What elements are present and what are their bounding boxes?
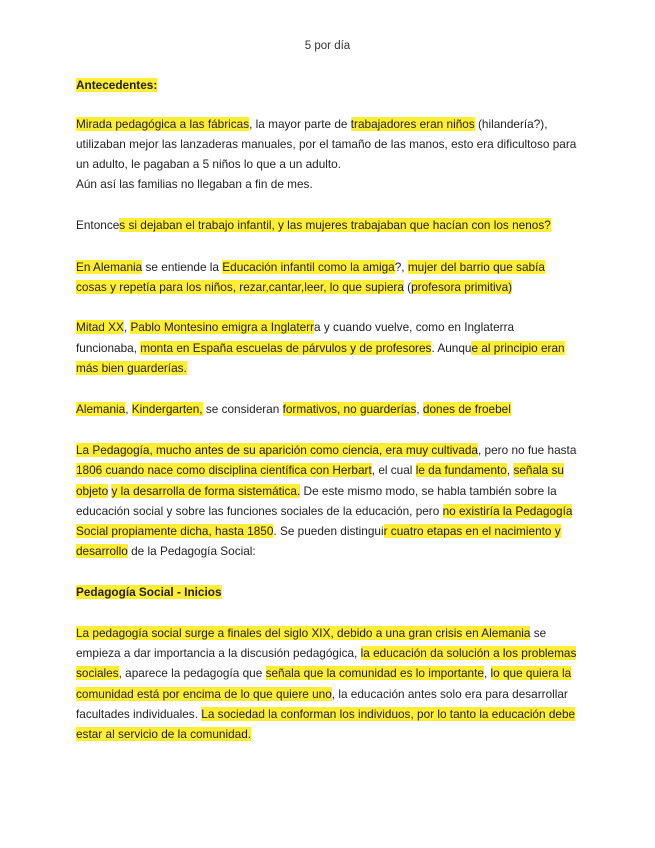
text-line xyxy=(76,260,545,274)
text-line xyxy=(76,687,568,701)
text-line xyxy=(76,280,512,294)
text-segment: De este mismo modo, se habla también sobre la xyxy=(300,484,557,498)
text-segment: ( xyxy=(403,280,412,294)
text-line xyxy=(76,341,565,355)
text-segment: , xyxy=(483,666,491,680)
text-segment: funcionaba, xyxy=(76,341,141,355)
highlighted-text: señala que la comunidad es lo importante xyxy=(265,666,484,680)
highlighted-text: señala su xyxy=(513,463,564,477)
text-segment: , xyxy=(123,320,131,334)
text-segment: (hilandería?), xyxy=(474,117,548,131)
highlighted-text: monta en España escuelas de párvulos y de profesores xyxy=(140,341,432,355)
text-segment: , aparece la pedagogía que xyxy=(118,666,266,680)
highlighted-text: Pablo Montesino emigra a Inglaterr xyxy=(130,320,315,334)
text-segment: , la educación antes solo era para desarrollar xyxy=(331,687,568,701)
text-segment: , la mayor parte de xyxy=(249,117,351,131)
text-line xyxy=(76,544,256,558)
text-segment: facultades individuales. xyxy=(76,707,202,721)
highlighted-text: Pedagogía Social - Inicios xyxy=(76,585,222,599)
highlighted-text: La Pedagogía, mucho antes de su aparición como ciencia, era muy cultivada xyxy=(76,443,478,457)
highlighted-text: lo que quiera la xyxy=(490,666,572,680)
text-segment: se entiende la xyxy=(142,260,223,274)
text-line xyxy=(76,646,576,660)
highlighted-text: profesora primitiva) xyxy=(411,280,513,294)
text-line xyxy=(76,78,157,92)
text-segment: a y cuando vuelve, como en Inglaterra xyxy=(314,320,515,334)
text-segment: ?, xyxy=(394,260,408,274)
text-segment: , xyxy=(416,402,423,416)
highlighted-text: mujer del barrio que sabía xyxy=(407,260,545,274)
highlighted-text: 1806 cuando nace como disciplina científica con Herbart xyxy=(76,463,372,477)
highlighted-text: no existiría la Pedagogía xyxy=(442,504,573,518)
text-line xyxy=(76,463,564,477)
text-line xyxy=(76,402,511,416)
text-line xyxy=(76,585,222,599)
text-segment: educación social y sobre las funciones sociales de la educación, pero xyxy=(76,504,443,518)
text-line xyxy=(76,626,546,640)
highlighted-text: Mirada pedagógica a las fábricas xyxy=(76,117,250,131)
highlighted-text: e al principio eran xyxy=(471,341,565,355)
highlighted-text: y la desarrolla de forma sistemática. xyxy=(111,484,301,498)
highlighted-text: cosas y repetía para los niños, rezar,cantar,leer, lo que supiera xyxy=(76,280,404,294)
text-line xyxy=(76,117,548,131)
text-line xyxy=(76,666,571,680)
text-line xyxy=(76,504,572,518)
highlighted-text: la educación da solución a los problemas xyxy=(360,646,577,660)
highlighted-text: trabajadores eran niños xyxy=(350,117,475,131)
text-segment: empieza a dar importancia a la discusión pedagógica, xyxy=(76,646,361,660)
page-header-note: 5 por día xyxy=(304,40,351,52)
highlighted-text: Kindergarten, xyxy=(131,402,203,416)
text-segment: un adulto, le pagaban a 5 niños lo que a un adulto. xyxy=(76,157,341,171)
highlighted-text: desarrollo xyxy=(76,544,128,558)
highlighted-text: dones de froebel xyxy=(422,402,511,416)
highlighted-text: Mitad XX xyxy=(76,320,124,334)
highlighted-text: La sociedad la conforman los individuos, por lo tanto la educación debe xyxy=(201,707,576,721)
highlighted-text: comunidad está por encima de lo que quiere uno xyxy=(76,687,332,701)
highlighted-text: objeto xyxy=(76,484,109,498)
text-line xyxy=(76,157,341,171)
text-line xyxy=(76,727,251,741)
text-segment: . Se pueden distingui xyxy=(273,524,384,538)
text-line xyxy=(76,320,514,334)
text-line xyxy=(76,707,575,721)
text-segment: utilizaban mejor las lanzaderas manuales, por el tamaño de las manos, esto era dificultoso para xyxy=(76,137,577,151)
highlighted-text: La pedagogía social surge a finales del siglo XIX, debido a una gran crisis en Alemania xyxy=(76,626,531,640)
text-segment: , pero no fue hasta xyxy=(478,443,577,457)
highlighted-text: más bien guarderías. xyxy=(76,361,187,375)
text-segment: . Aunqu xyxy=(431,341,472,355)
highlighted-text: le da fundamento xyxy=(415,463,507,477)
text-segment: de la Pedagogía Social: xyxy=(127,544,256,558)
highlighted-text: Antecedentes: xyxy=(76,78,158,92)
text-segment: Aún así las familias no llegaban a fin de mes. xyxy=(76,177,313,191)
text-line xyxy=(76,524,561,538)
text-line xyxy=(76,177,313,191)
highlighted-text: formativos, no guarderías xyxy=(282,402,417,416)
text-segment: se xyxy=(530,626,547,640)
highlighted-text: Alemania xyxy=(76,402,126,416)
text-segment: , el cual xyxy=(371,463,416,477)
text-line xyxy=(76,484,557,498)
text-segment: Entonce xyxy=(76,218,120,232)
text-line xyxy=(76,137,576,151)
highlighted-text: r cuatro etapas en el nacimiento y xyxy=(383,524,561,538)
text-line xyxy=(76,218,551,232)
highlighted-text: s si dejaban el trabajo infantil, y las mujeres trabajaban que hacían con los nenos? xyxy=(119,218,551,232)
text-line xyxy=(76,443,576,457)
highlighted-text: Social propiamente dicha, hasta 1850 xyxy=(76,524,274,538)
highlighted-text: Educación infantil como la amiga xyxy=(222,260,395,274)
highlighted-text: En Alemania xyxy=(76,260,143,274)
text-segment: , xyxy=(506,463,514,477)
text-segment: , xyxy=(125,402,132,416)
text-line xyxy=(76,361,187,375)
text-segment: se consideran xyxy=(202,402,283,416)
highlighted-text: estar al servicio de la comunidad. xyxy=(76,727,252,741)
highlighted-text: sociales xyxy=(76,666,119,680)
